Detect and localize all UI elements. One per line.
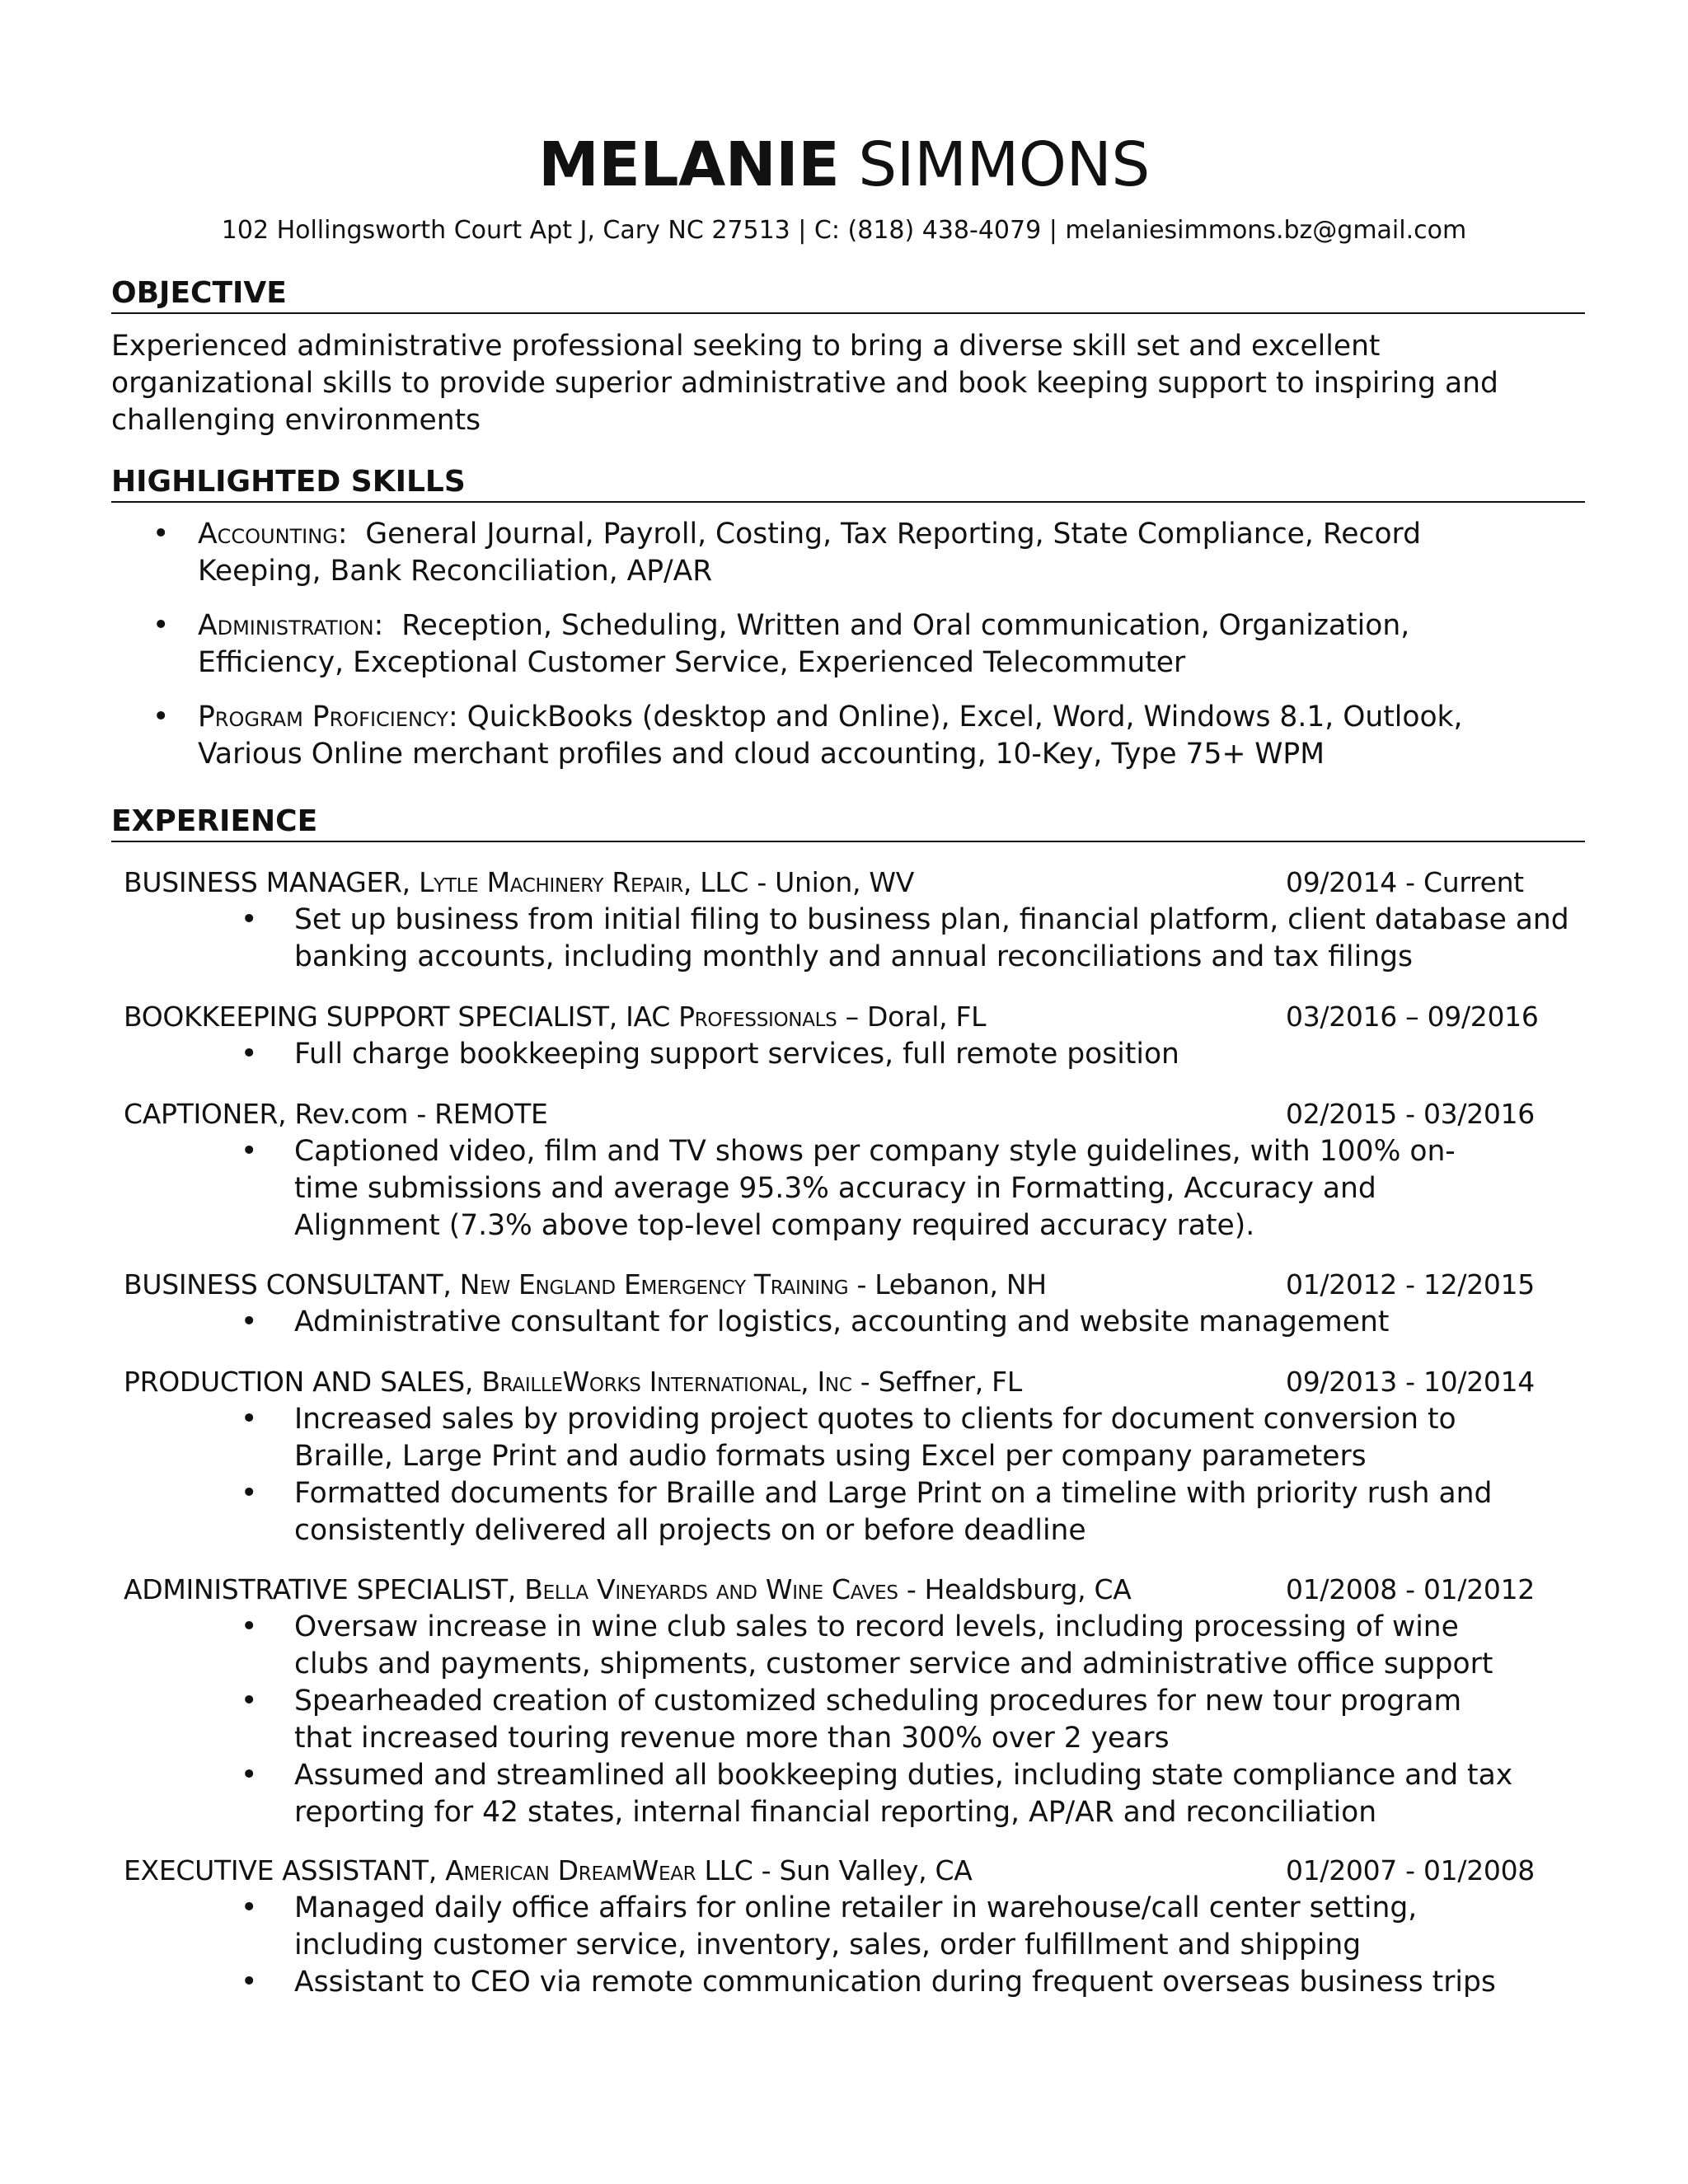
job-dates: 03/2016 – 09/2016	[1286, 1001, 1539, 1033]
job-company: Lytle Machinery Repair, LLC	[419, 866, 749, 898]
job-company: Bella Vineyards and Wine Caves	[524, 1573, 898, 1605]
objective-heading: OBJECTIVE	[111, 274, 1585, 314]
objective-text	[111, 328, 1585, 439]
job-bullet: • Set up business from initial filing to business plan, financial platform, client database and banking accounts, including monthly and annual reconciliations and tax filings	[241, 903, 1569, 973]
job-dates: 09/2013 - 10/2014	[1286, 1366, 1535, 1398]
job-dates: 01/2008 - 01/2012	[1286, 1573, 1535, 1605]
job-location: - Union, WV	[748, 866, 915, 898]
job-location: LLC - Sun Valley, CA	[696, 1854, 973, 1886]
job-bullet: • Spearheaded creation of customized scheduling procedures for new tour program that increased touring revenue more than 300% over 2 years	[241, 1685, 1462, 1755]
skill-text: Efficiency, Exceptional Customer Service, Experienced Telecommuter	[198, 646, 1186, 679]
skill-text: Reception, Scheduling, Written and Oral communication, Organization,	[401, 609, 1410, 642]
job-company: American DreamWear	[445, 1854, 696, 1886]
skill-text: Various Online merchant profiles and cloud accounting, 10-Key, Type 75+ WPM	[198, 738, 1325, 771]
bullet-icon: •	[241, 1966, 258, 1999]
job-company: New England Emergency Training	[459, 1268, 849, 1301]
bullet-icon: •	[241, 1135, 258, 1168]
last-name: SIMMONS	[858, 129, 1150, 200]
job-dates: 01/2012 - 12/2015	[1286, 1268, 1535, 1301]
job-location: – Doral, FL	[837, 1001, 987, 1033]
job-role: BUSINESS MANAGER,	[124, 866, 410, 898]
experience-heading: EXPERIENCE	[111, 803, 1585, 842]
job-role: EXECUTIVE ASSISTANT,	[124, 1854, 437, 1886]
job-bullet: • Increased sales by providing project quotes to clients for document conversion to Braille, Large Print and audio formats using Excel per company parameters	[241, 1403, 1456, 1473]
bullet-icon: •	[241, 903, 258, 936]
contact-line: 102 Hollingsworth Court Apt J, Cary NC 27513 | C: (818) 438-4079 | melaniesimmons.bz@gmail.com	[221, 216, 1467, 245]
job-dates: 02/2015 - 03/2016	[1286, 1098, 1535, 1130]
skill-text: QuickBooks (desktop and Online), Excel, Word, Windows 8.1, Outlook,	[467, 701, 1463, 733]
skill-label: Accounting:	[198, 518, 348, 551]
job-bullet: • Administrative consultant for logistics, accounting and website management	[124, 1304, 1585, 1341]
job-company: Professionals	[678, 1001, 837, 1033]
skill-label: Program Proficiency:	[198, 701, 458, 733]
job-location: - Seffner, FL	[851, 1366, 1022, 1398]
job-dates: 09/2014 - Current	[1286, 866, 1524, 898]
skill-text: General Journal, Payroll, Costing, Tax Reporting, State Compliance, Record	[365, 518, 1422, 551]
job-bullet: • Managed daily office affairs for online retailer in warehouse/call center setting, including customer service, inventory, sales, order fulfillment and shipping	[241, 1891, 1418, 1961]
bullet-icon: •	[152, 518, 170, 551]
bullet-icon: •	[152, 609, 170, 642]
candidate-name	[0, 124, 1688, 206]
bullet-icon: •	[152, 701, 170, 733]
job-location: - Lebanon, NH	[848, 1268, 1047, 1301]
job-bullet: • Assumed and streamlined all bookkeeping duties, including state compliance and tax reporting for 42 states, internal financial reporting, AP/AR and reconciliation	[241, 1759, 1513, 1829]
job-role: ADMINISTRATIVE SPECIALIST,	[124, 1573, 517, 1605]
bullet-icon: •	[241, 1038, 258, 1071]
job-bullet: • Assistant to CEO via remote communication during frequent overseas business trips	[124, 1964, 1585, 2001]
job-bullet: • Full charge bookkeeping support services, full remote position	[124, 1036, 1585, 1073]
bullet-icon: •	[241, 1305, 258, 1338]
skills-heading: HIGHLIGHTED SKILLS	[111, 463, 1585, 503]
bullet-icon: •	[241, 1610, 258, 1643]
objective-line: Experienced administrative professional seeking to bring a diverse skill set and excellent	[111, 330, 1381, 363]
job-company: BrailleWorks International, Inc	[481, 1366, 852, 1398]
job-location: Rev.com - REMOTE	[294, 1098, 548, 1130]
bullet-icon: •	[241, 1403, 258, 1436]
bullet-icon: •	[241, 1759, 258, 1792]
job-role: BUSINESS CONSULTANT,	[124, 1268, 452, 1301]
skill-text: Keeping, Bank Reconciliation, AP/AR	[198, 555, 713, 588]
job-role: CAPTIONER,	[124, 1098, 287, 1130]
bullet-icon: •	[241, 1891, 258, 1924]
job-dates: 01/2007 - 01/2008	[1286, 1854, 1535, 1886]
skill-label: Administration:	[198, 609, 384, 642]
job-location: - Healdsburg, CA	[898, 1573, 1132, 1605]
job-role: PRODUCTION AND SALES,	[124, 1366, 474, 1398]
objective-line: organizational skills to provide superior administrative and book keeping support to inspiring and	[111, 367, 1498, 400]
first-name: MELANIE	[538, 129, 840, 200]
job-bullet: • Captioned video, film and TV shows per company style guidelines, with 100% on- time submissions and average 95.3% accuracy in Formatting, Accuracy and Alignment (7.3% above top-level company required accuracy rate).	[241, 1135, 1456, 1242]
bullet-icon: •	[241, 1477, 258, 1510]
job-bullet: • Oversaw increase in wine club sales to record levels, including processing of wine clubs and payments, shipments, customer service and administrative office support	[241, 1610, 1493, 1680]
objective-line: challenging environments	[111, 404, 481, 437]
job-role: BOOKKEEPING SUPPORT SPECIALIST, IAC	[124, 1001, 670, 1033]
bullet-icon: •	[241, 1685, 258, 1718]
job-bullet: • Formatted documents for Braille and Large Print on a timeline with priority rush and consistently delivered all projects on or before deadline	[241, 1477, 1493, 1547]
